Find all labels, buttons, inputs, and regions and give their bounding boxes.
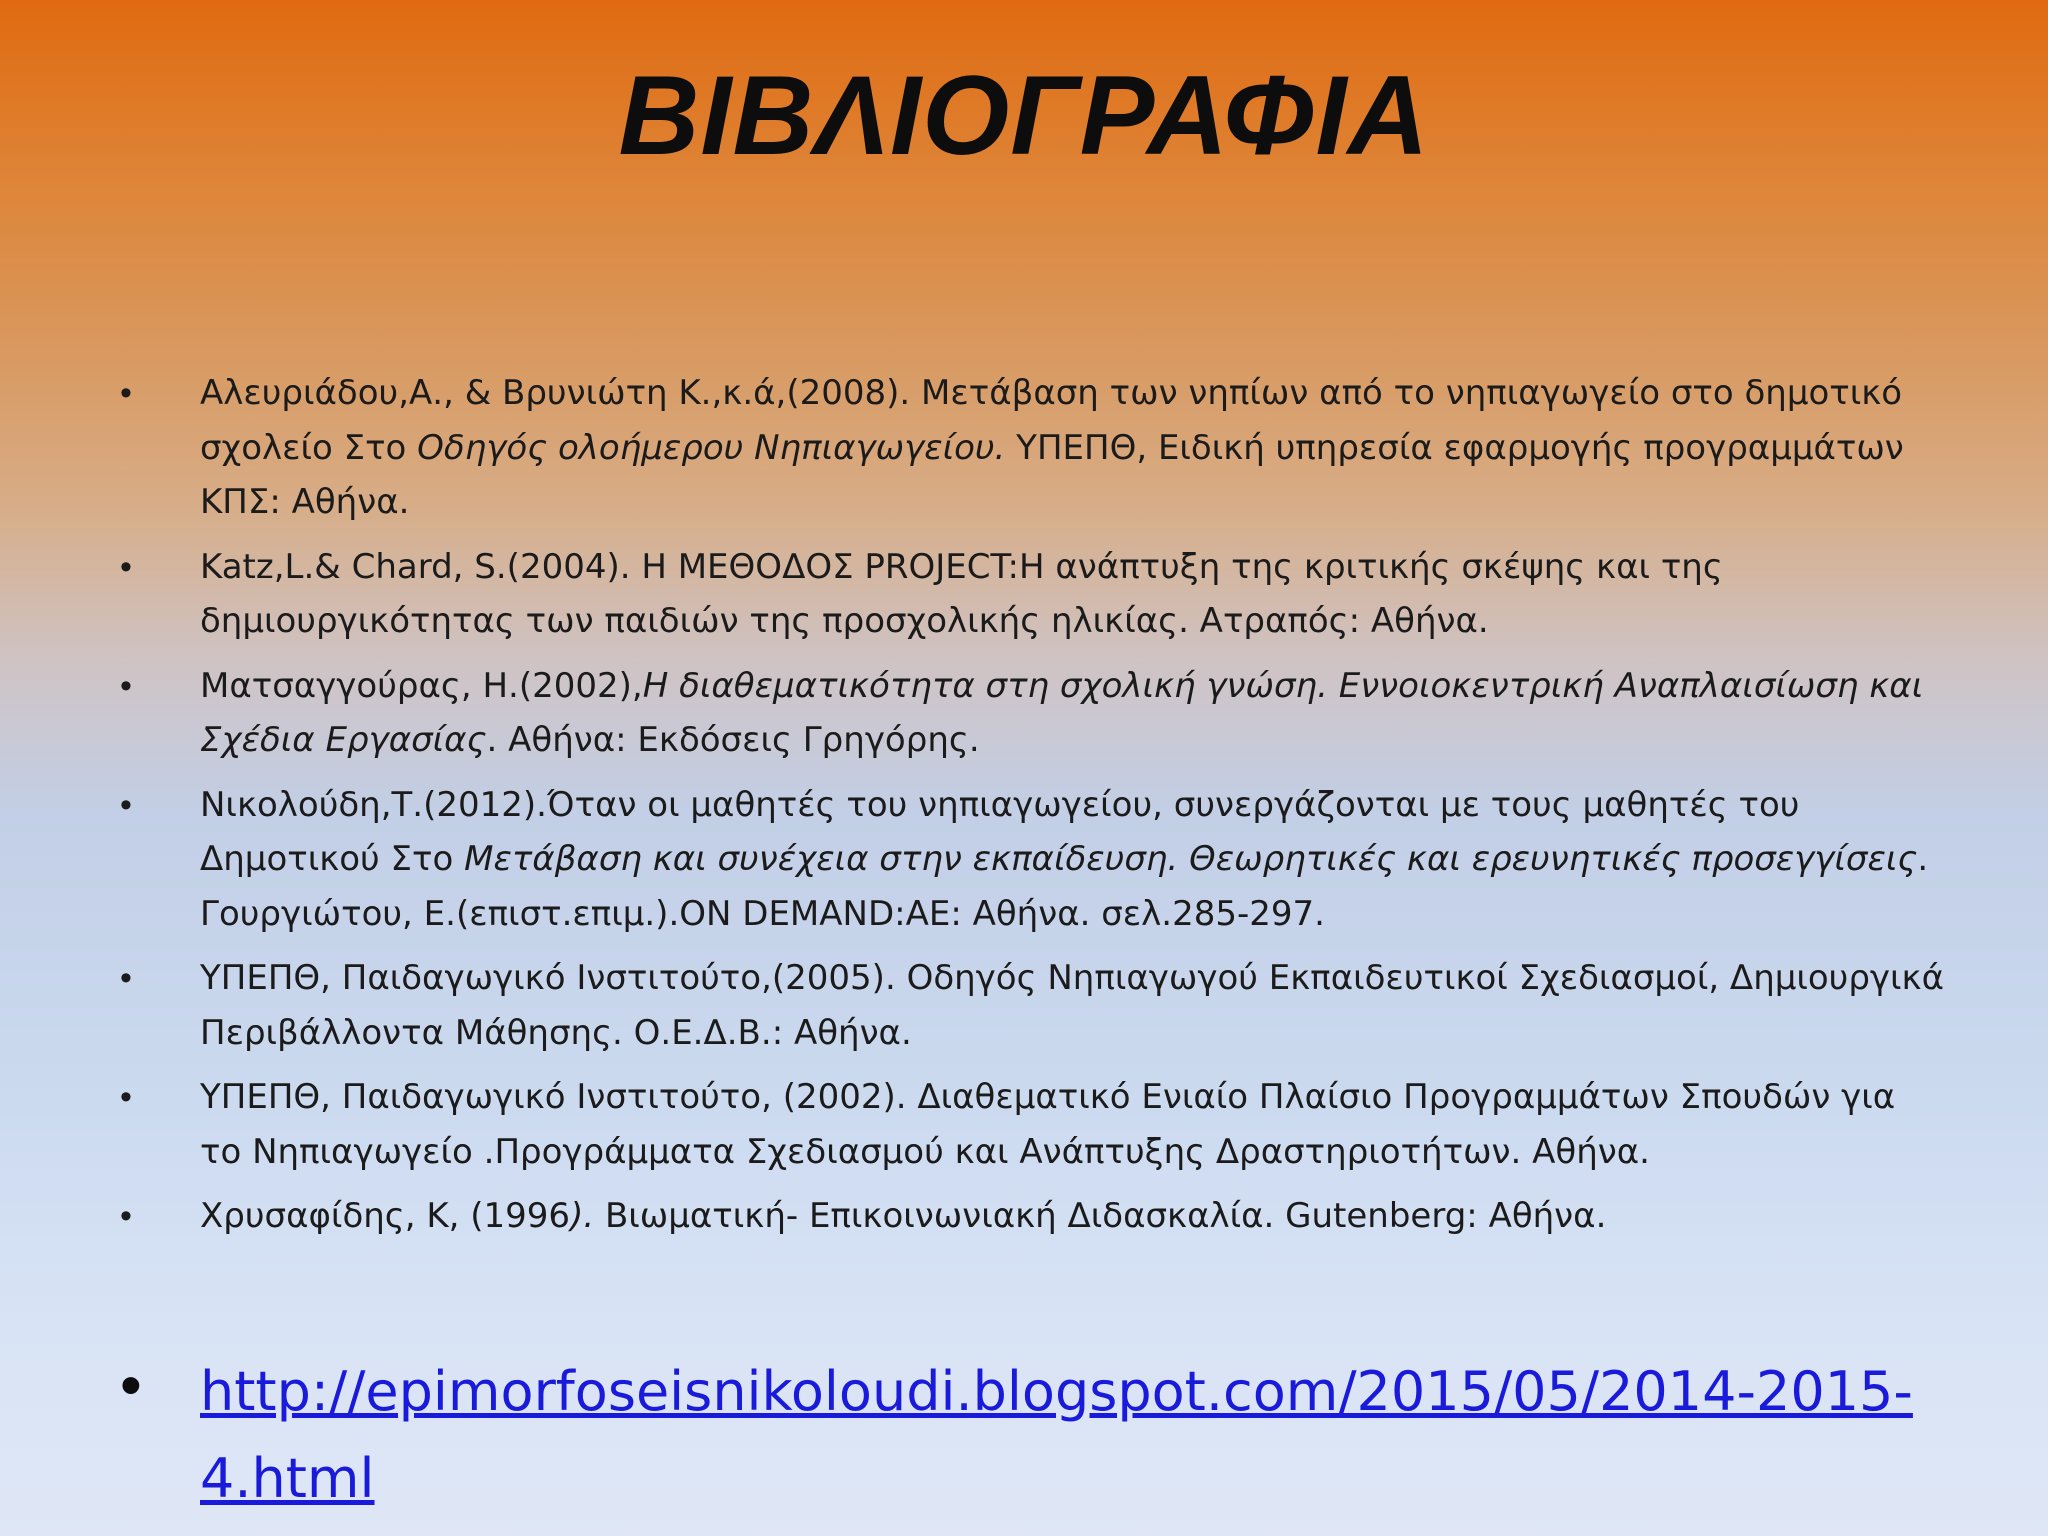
bullet-icon: • <box>120 1197 132 1235</box>
reference-text: Αλευριάδου,Α., & Βρυνιώτη Κ.,κ.ά,(2008). Μετάβαση των νηπίων από το νηπιαγωγείο στο δημοτικό σχολείο Στο <box>200 373 1903 468</box>
reference-italic-text: ). <box>570 1196 595 1236</box>
bullet-icon: • <box>120 1351 142 1420</box>
reference-list <box>120 366 1946 1254</box>
reference-text: . Αθήνα: Εκδόσεις Γρηγόρης. <box>486 720 980 760</box>
reference-text: ΥΠΕΠΘ, Ειδική υπηρεσία εφαρμογής προγραμμάτων ΚΠΣ: Αθήνα. <box>200 427 1904 522</box>
bullet-icon: • <box>120 547 132 586</box>
reference-item <box>120 1070 1946 1179</box>
reference-item <box>120 366 1946 530</box>
reference-italic-text: Οδηγός ολοήμερου Νηπιαγωγείου. <box>417 427 1006 468</box>
reference-text: Νικολούδη,Τ.(2012).Όταν οι μαθητές του νηπιαγωγείου, συνεργάζονται με τους μαθητές του Δημοτικού Στο <box>200 784 1800 879</box>
reference-item <box>120 659 1946 768</box>
bullet-icon: • <box>120 785 132 824</box>
reference-text: Katz,L.& Chard, S.(2004). Η ΜΕΘΟΔΟΣ PROJECT:Η ανάπτυξη της κριτικής σκέψης και της δημιουργικότητας των παιδιών της προσχολικής ηλικίας. Ατραπός: Αθήνα. <box>200 546 1723 641</box>
blog-link[interactable]: http://epimorfoseisnikoloudi.blogspot.com/2015/05/2014-2015-4.html <box>200 1360 1913 1510</box>
reference-text: ΥΠΕΠΘ, Παιδαγωγικό Ινστιτούτο,(2005). Οδηγός Νηπιαγωγού Εκπαιδευτικοί Σχεδιασμοί, Δημιουργικά Περιβάλλοντα Μάθησης. Ο.Ε.Δ.Β.: Αθήνα. <box>200 958 1945 1053</box>
reference-item <box>120 1189 1946 1244</box>
bullet-icon: • <box>120 666 132 705</box>
bullet-icon: • <box>120 374 132 412</box>
bullet-icon: • <box>120 1078 132 1116</box>
reference-italic-text: Η διαθεματικότητα στη σχολική γνώση. Εννοιοκεντρική Αναπλαισίωση και Σχέδια Εργασίας <box>200 665 1924 760</box>
reference-text: Βιωματική- Επικοινωνιακή Διδασκαλία. Gutenberg: Αθήνα. <box>594 1196 1607 1236</box>
reference-text: Ματσαγγούρας, Η.(2002), <box>200 665 643 706</box>
link-item <box>120 1348 1946 1522</box>
reference-text: Χρυσαφίδης, Κ, (1996 <box>200 1196 571 1236</box>
reference-item <box>120 778 1946 942</box>
slide-title: ΒΙΒΛΙΟΓΡΑΦΙΑ <box>618 53 1430 178</box>
reference-text: ΥΠΕΠΘ, Παιδαγωγικό Ινστιτούτο, (2002). Διαθεματικό Ενιαίο Πλαίσιο Προγραμμάτων Σπουδών για το Νηπιαγωγείο .Προγράμματα Σχεδιασμού και Ανάπτυξης Δραστηριοτήτων. Αθήνα. <box>200 1077 1896 1172</box>
bullet-icon: • <box>120 959 132 997</box>
reference-item <box>120 951 1946 1060</box>
reference-item <box>120 540 1946 649</box>
reference-text: . Γουργιώτου, Ε.(επιστ.επιμ.).ON DEMAND:ΑΕ: Αθήνα. σελ.285-297. <box>200 839 1929 934</box>
reference-italic-text: Μετάβαση και συνέχεια στην εκπαίδευση. Θεωρητικές και ερευνητικές προσεγγίσεις <box>464 839 1918 879</box>
